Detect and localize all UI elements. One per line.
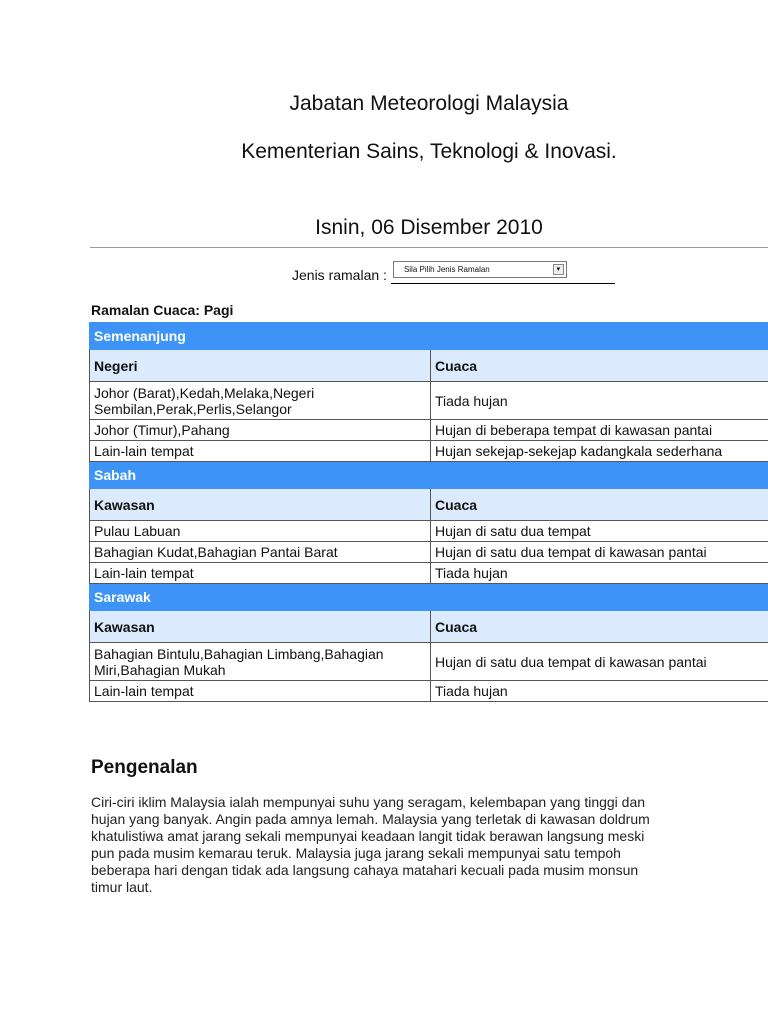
region-header-semenanjung (90, 323, 768, 350)
region-name: Semenanjung (90, 323, 768, 350)
table-row (90, 420, 768, 441)
table-row (90, 521, 768, 542)
table-row (90, 681, 768, 702)
column-header-row (90, 489, 768, 521)
column-header-weather: Cuaca (431, 489, 768, 521)
area-cell: Lain-lain tempat (90, 441, 431, 462)
forecast-type-label: Jenis ramalan : (292, 267, 387, 283)
column-header-area: Negeri (90, 350, 431, 382)
area-cell: Lain-lain tempat (90, 681, 431, 702)
forecast-table (89, 322, 768, 702)
org-title: Jabatan Meteorologi Malaysia (289, 92, 569, 115)
forecast-date: Isnin, 06 Disember 2010 (315, 216, 543, 239)
area-cell: Johor (Barat),Kedah,Melaka,Negeri Sembilan,Perak,Perlis,Selangor (90, 382, 431, 420)
table-row (90, 643, 768, 681)
header-divider (90, 247, 768, 248)
table-row (90, 441, 768, 462)
column-header-area: Kawasan (90, 611, 431, 643)
weather-cell: Hujan di satu dua tempat di kawasan pantai (431, 542, 768, 563)
forecast-type-selected: Sila Pilih Jenis Ramalan (403, 265, 490, 274)
forecast-type-field (391, 261, 615, 284)
area-cell: Johor (Timur),Pahang (90, 420, 431, 441)
weather-cell: Hujan di satu dua tempat (431, 521, 768, 542)
region-name: Sabah (90, 462, 768, 489)
column-header-weather: Cuaca (431, 350, 768, 382)
ministry-title: Kementerian Sains, Teknologi & Inovasi. (241, 140, 617, 163)
area-cell: Bahagian Kudat,Bahagian Pantai Barat (90, 542, 431, 563)
area-cell: Bahagian Bintulu,Bahagian Limbang,Bahagian Miri,Bahagian Mukah (90, 643, 431, 681)
section-label: Ramalan Cuaca: Pagi (91, 302, 234, 318)
region-header-sarawak (90, 584, 768, 611)
area-cell: Pulau Labuan (90, 521, 431, 542)
table-row (90, 542, 768, 563)
chevron-down-icon[interactable]: ▾ (553, 264, 564, 275)
weather-cell: Hujan di satu dua tempat di kawasan pantai (431, 643, 768, 681)
table-row (90, 382, 768, 420)
weather-cell: Hujan di beberapa tempat di kawasan pantai (431, 420, 768, 441)
weather-cell: Tiada hujan (431, 382, 768, 420)
table-row (90, 563, 768, 584)
region-name: Sarawak (90, 584, 768, 611)
column-header-weather: Cuaca (431, 611, 768, 643)
column-header-area: Kawasan (90, 489, 431, 521)
forecast-type-row (292, 260, 615, 284)
weather-cell: Tiada hujan (431, 563, 768, 584)
region-header-sabah (90, 462, 768, 489)
intro-heading: Pengenalan (91, 757, 198, 778)
weather-cell: Tiada hujan (431, 681, 768, 702)
area-cell: Lain-lain tempat (90, 563, 431, 584)
forecast-type-select[interactable] (393, 261, 567, 278)
column-header-row (90, 350, 768, 382)
weather-cell: Hujan sekejap-sekejap kadangkala sederhana (431, 441, 768, 462)
intro-paragraph: Ciri-ciri iklim Malaysia ialah mempunyai suhu yang seragam, kelembapan yang tinggi dan hujan yang banyak. Angin pada amnya lemah. Malaysia yang terletak di kawasan doldrum khatulistiwa amat jarang sekali mempunyai keadaan langit tidak berawan langsung meski pun pada musim kemarau teruk. Malaysia juga jarang sekali mempunyai satu tempoh beberapa hari dengan tidak ada langsung cahaya matahari kecuali pada musim monsun timur laut. (91, 794, 650, 895)
column-header-row (90, 611, 768, 643)
